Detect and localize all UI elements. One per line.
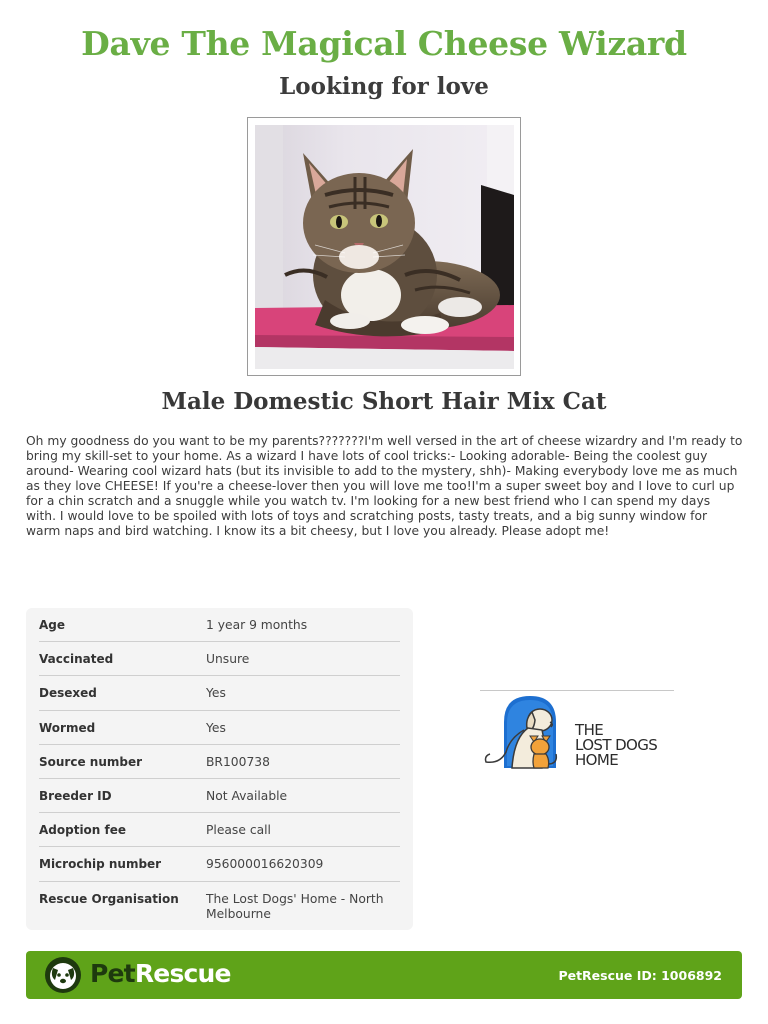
logo-wordmark xyxy=(575,723,657,768)
pet-photo[interactable] xyxy=(255,125,514,369)
lost-dogs-home-logo[interactable] xyxy=(480,690,676,772)
breed-heading: Male Domestic Short Hair Mix Cat xyxy=(161,388,607,415)
detail-label: Microchip number xyxy=(39,857,162,872)
petrescue-id: PetRescue ID: 1006892 xyxy=(558,968,722,983)
pet-photo-frame xyxy=(247,117,521,376)
detail-row-source-number xyxy=(39,745,400,779)
detail-label: Source number xyxy=(39,754,143,769)
detail-label: Age xyxy=(39,618,66,632)
pet-name-title: Dave The Magical Cheese Wizard xyxy=(81,24,687,63)
detail-label: Rescue Organisation xyxy=(39,891,179,906)
dog-and-cat-icon xyxy=(480,690,572,772)
detail-row-rescue-organisation xyxy=(39,882,400,922)
detail-value: Please call xyxy=(206,823,271,838)
detail-row-vaccinated xyxy=(39,642,400,676)
brand-rescue: Rescue xyxy=(134,959,231,988)
detail-value: Yes xyxy=(206,686,226,701)
detail-row-adoption-fee xyxy=(39,813,400,847)
pet-details-table xyxy=(26,608,413,930)
detail-value: 1 year 9 months xyxy=(206,618,308,632)
cat-photo-illustration xyxy=(255,125,514,369)
logo-line-1: THE xyxy=(575,721,604,739)
detail-label: Adoption fee xyxy=(39,823,127,838)
pet-description: Oh my goodness do you want to be my parents???????I'm well versed in the art of cheese wizardry and I'm ready to bring my skill-set to your home. As a wizard I have lots of cool tricks:- Looking adorable- Being the coolest guy around- Wearing cool wizard hats (but its invisible to add to the mystery, shh)- Making everybody love me as much as they love CHEESE! If you're a cheese-lover then you will love me too!I'm a super sweet boy and I love to curl up for a chin scratch and a snuggle while you watch tv. I'm looking for a new best friend who I can spend my days with. I would love to be spoiled with lots of toys and scratching posts, tasty treats, and a big sunny window for warm naps and bird watching. I know its a bit cheesy, but I love you already. Please adopt me! xyxy=(26,434,743,538)
detail-row-desexed xyxy=(39,676,400,710)
logo-line-2: LOST DOGS xyxy=(575,736,658,754)
detail-label: Wormed xyxy=(39,720,96,735)
tagline: Looking for love xyxy=(279,73,489,100)
petrescue-footer-bar xyxy=(26,951,742,999)
petrescue-dog-icon[interactable] xyxy=(44,956,82,994)
detail-value: Unsure xyxy=(206,652,250,667)
logo-line-3: HOME xyxy=(575,751,619,769)
detail-row-wormed xyxy=(39,711,400,745)
detail-row-age xyxy=(39,608,400,642)
petrescue-wordmark[interactable] xyxy=(90,959,231,988)
detail-value: BR100738 xyxy=(206,754,270,769)
detail-row-breeder-id xyxy=(39,779,400,813)
detail-label: Desexed xyxy=(39,686,97,701)
detail-label: Vaccinated xyxy=(39,652,114,667)
detail-value: The Lost Dogs' Home - North Melbourne xyxy=(206,891,384,921)
detail-value: Not Available xyxy=(206,788,288,803)
detail-value: 956000016620309 xyxy=(206,857,324,872)
detail-value: Yes xyxy=(206,720,226,735)
detail-label: Breeder ID xyxy=(39,788,112,803)
brand-pet: Pet xyxy=(90,959,135,988)
detail-row-microchip xyxy=(39,847,400,881)
